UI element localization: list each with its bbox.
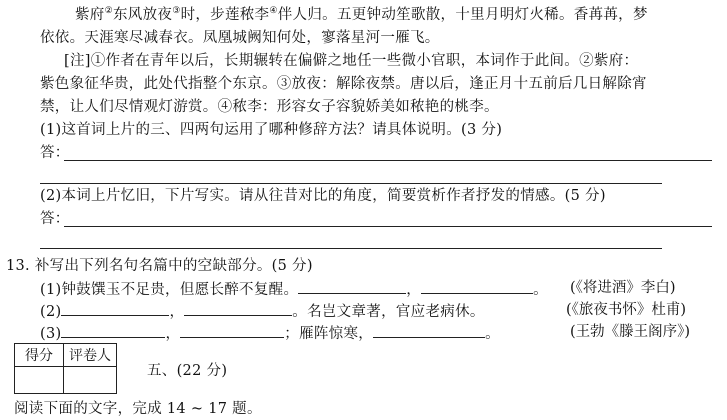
answer-label-1: 答： xyxy=(40,145,70,161)
poem-text: 东风放夜 xyxy=(112,7,173,23)
question-1: (1)这首词上片的三、四两句运用了哪种修辞方法？请具体说明。(3 分) xyxy=(40,122,503,138)
verse-text: 。名岂文章著，官应老病休。 xyxy=(292,304,485,320)
q13-item-1 xyxy=(40,279,548,299)
fill-blank[interactable] xyxy=(298,279,406,294)
note-line-3: 禁，让人们尽情观灯游赏。④秾李：形容女子容貌娇美如秾艳的桃李。 xyxy=(40,99,499,115)
score-header: 得分 xyxy=(15,344,64,367)
fill-blank[interactable] xyxy=(184,301,292,316)
verse-text: 。 xyxy=(533,282,548,298)
fill-blank[interactable] xyxy=(421,279,533,294)
verse-text: ， xyxy=(406,282,422,298)
q13-item-3 xyxy=(40,323,500,343)
fill-blank[interactable] xyxy=(180,323,284,338)
q13-source-3: (王勃《滕王阁序》) xyxy=(570,324,691,340)
question-13-title: 13. 补写出下列名句名篇中的空缺部分。(5 分) xyxy=(6,258,313,274)
answer-label-2: 答： xyxy=(40,211,70,227)
q13-source-2: (《旅夜书怀》杜甫) xyxy=(566,302,687,318)
verse-text: ；雁阵惊寒， xyxy=(284,326,374,342)
q13-item-2 xyxy=(40,301,485,321)
answer-line[interactable] xyxy=(40,183,662,184)
footnote-ref: ③ xyxy=(172,6,181,17)
poem-text: 伴人归。五更钟动笙歌散，十里月明灯火稀。香苒苒，梦 xyxy=(277,7,648,23)
poem-text: 时，步莲秾李 xyxy=(180,7,270,23)
verse-text: (1)钟鼓馔玉不足贵，但愿长醉不复醒。 xyxy=(40,282,299,298)
footnote-ref: ② xyxy=(104,6,113,17)
grader-header: 评卷人 xyxy=(64,344,117,367)
grader-cell[interactable] xyxy=(64,367,117,394)
poem-text: 紫府 xyxy=(75,7,105,23)
score-box xyxy=(14,343,117,394)
poem-line-2: 依依。天涯寒尽减春衣。凤凰城阙知何处，寥落星河一雁飞。 xyxy=(40,30,440,46)
poem-line-1 xyxy=(75,6,648,24)
verse-text: (2) xyxy=(40,304,62,320)
note-line-2: 紫色象征华贵，此处代指整个东京。③放夜：解除夜禁。唐以后，逢正月十五前后几日解除宵 xyxy=(40,76,647,92)
section-5-title: 五、(22 分) xyxy=(147,363,228,379)
footnote-ref: ④ xyxy=(269,6,278,17)
answer-line[interactable] xyxy=(64,226,712,227)
score-cell[interactable] xyxy=(15,367,64,394)
q13-source-1: (《将进酒》李白) xyxy=(570,280,676,296)
verse-text: ， xyxy=(169,304,185,320)
section-5-instruction: 阅读下面的文字，完成 14 ~ 17 题。 xyxy=(14,401,262,417)
answer-line[interactable] xyxy=(64,160,712,161)
verse-text: ， xyxy=(165,326,181,342)
fill-blank[interactable] xyxy=(373,323,485,338)
fill-blank[interactable] xyxy=(61,301,169,316)
question-2: (2)本词上片忆旧，下片写实。请从往昔对比的角度，简要赏析作者抒发的情感。(5 分) xyxy=(40,188,606,204)
answer-line[interactable] xyxy=(40,248,662,249)
verse-text: 。 xyxy=(485,326,500,342)
note-line-1: [注]①作者在青年以后，长期辗转在偏僻之地任一些微小官职，本词作于此间。②紫府： xyxy=(64,53,639,69)
verse-text: (3) xyxy=(40,326,62,342)
fill-blank[interactable] xyxy=(61,323,165,338)
